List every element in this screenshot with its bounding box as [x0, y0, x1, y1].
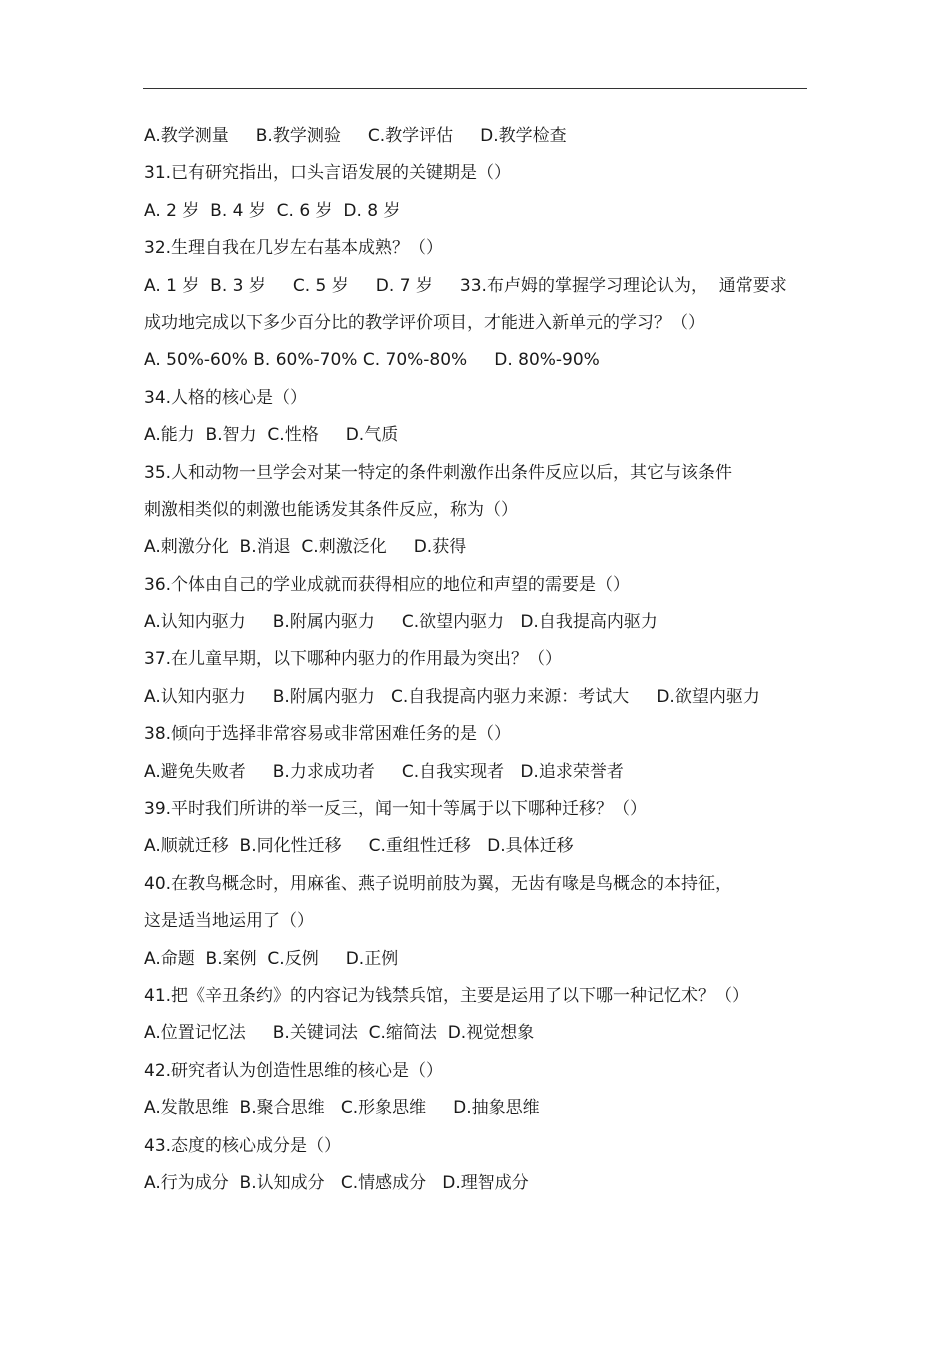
question-40-continued: 这是适当地运用了（） — [144, 911, 314, 932]
header-rule — [143, 88, 807, 89]
options-line-40: A.命题 B.案例 C.反例 D.正例 — [144, 948, 399, 969]
question-34: 34.人格的核心是（） — [144, 387, 308, 408]
question-38: 38.倾向于选择非常容易或非常困难任务的是（） — [144, 724, 512, 745]
question-35-continued: 刺激相类似的刺激也能诱发其条件反应，称为（） — [144, 499, 518, 520]
question-40: 40.在教鸟概念时，用麻雀、燕子说明前肢为翼，无齿有喙是鸟概念的本持征， — [144, 873, 733, 894]
options-line-34: A.能力 B.智力 C.性格 D.气质 — [144, 425, 399, 446]
question-36: 36.个体由自己的学业成就而获得相应的地位和声望的需要是（） — [144, 574, 631, 595]
options-line-30: A.教学测量 B.教学测验 C.教学评估 D.教学检查 — [144, 126, 567, 146]
question-content — [144, 118, 824, 1202]
options-line-41: A.位置记忆法 B.关键词法 C.缩简法 D.视觉想象 — [144, 1023, 535, 1044]
options-line-32-question-33: A. 1 岁 B. 3 岁 C. 5 岁 D. 7 岁 33.布卢姆的掌握学习理论认为， 通常要求 — [144, 275, 787, 296]
question-37: 37.在儿童早期，以下哪种内驱力的作用最为突出？（） — [144, 649, 563, 670]
options-line-35: A.刺激分化 B.消退 C.刺激泛化 D.获得 — [144, 537, 467, 558]
question-39: 39.平时我们所讲的举一反三，闻一知十等属于以下哪种迁移？（） — [144, 799, 648, 820]
question-32: 32.生理自我在几岁左右基本成熟？（） — [144, 238, 444, 259]
options-line-39: A.顺就迁移 B.同化性迁移 C.重组性迁移 D.具体迁移 — [144, 836, 574, 857]
options-line-31: A. 2 岁 B. 4 岁 C. 6 岁 D. 8 岁 — [144, 200, 401, 221]
options-line-33: A. 50%-60% B. 60%-70% C. 70%-80% D. 80%-90% — [144, 350, 600, 371]
question-35: 35.人和动物一旦学会对某一特定的条件刺激作出条件反应以后，其它与该条件 — [144, 462, 733, 483]
question-33-continued: 成功地完成以下多少百分比的教学评价项目，才能进入新单元的学习？（） — [144, 312, 705, 333]
question-42: 42.研究者认为创造性思维的核心是（） — [144, 1060, 444, 1081]
question-43: 43.态度的核心成分是（） — [144, 1135, 342, 1156]
options-line-37: A.认知内驱力 B.附属内驱力 C.自我提高内驱力来源：考试大 D.欲望内驱力 — [144, 686, 760, 707]
options-line-42: A.发散思维 B.聚合思维 C.形象思维 D.抽象思维 — [144, 1098, 540, 1119]
question-31: 31.已有研究指出，口头言语发展的关键期是（） — [144, 163, 512, 184]
question-41: 41.把《辛丑条约》的内容记为钱禁兵馆，主要是运用了以下哪一种记忆术？（） — [144, 985, 750, 1006]
options-line-36: A.认知内驱力 B.附属内驱力 C.欲望内驱力 D.自我提高内驱力 — [144, 612, 658, 633]
options-line-43: A.行为成分 B.认知成分 C.情感成分 D.理智成分 — [144, 1172, 529, 1193]
options-line-38: A.避免失败者 B.力求成功者 C.自我实现者 D.追求荣誉者 — [144, 761, 624, 782]
